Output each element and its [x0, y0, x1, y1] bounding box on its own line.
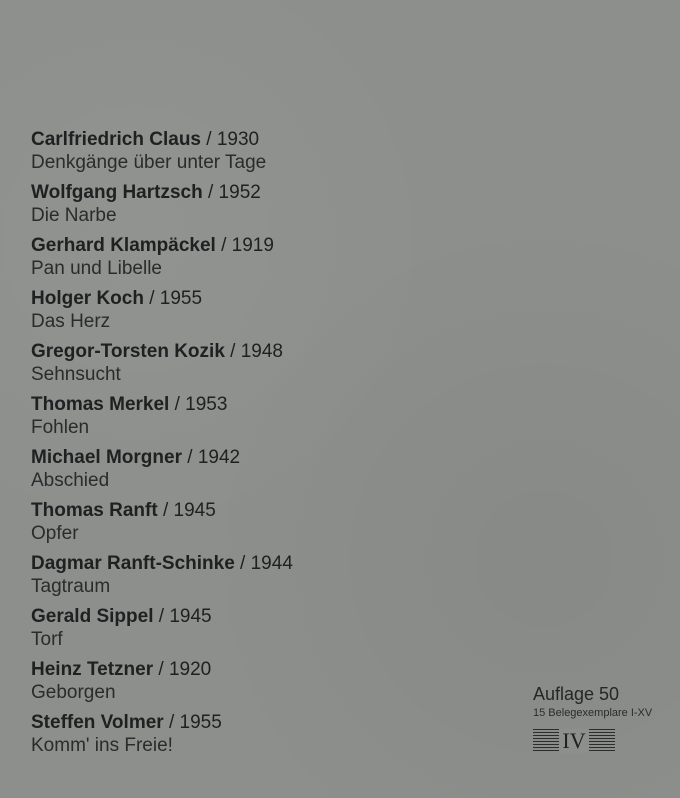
- work-title: Die Narbe: [31, 205, 117, 226]
- copy-number: IV: [533, 729, 615, 753]
- work-title: Tagtraum: [31, 576, 111, 597]
- artist-name: Carlfriedrich Claus: [31, 129, 201, 150]
- artist-year: / 1945: [157, 500, 216, 521]
- artist-line: [31, 128, 451, 152]
- list-item: [31, 287, 451, 340]
- artist-name: Dagmar Ranft-Schinke: [31, 553, 235, 574]
- artist-year: / 1930: [201, 129, 260, 150]
- work-title: Denkgänge über unter Tage: [31, 152, 267, 173]
- work-title: Pan und Libelle: [31, 258, 162, 279]
- proof-copies-note: 15 Belegexemplare I-XV: [533, 707, 653, 719]
- artist-name: Steffen Volmer: [31, 712, 164, 733]
- artist-line: [31, 287, 451, 311]
- artist-name: Gerald Sippel: [31, 606, 154, 627]
- artist-list: [31, 128, 451, 764]
- artist-line: [31, 446, 451, 470]
- edition-size: Auflage 50: [533, 684, 620, 704]
- work-title: Komm' ins Freie!: [31, 735, 173, 756]
- work-title: Geborgen: [31, 682, 116, 703]
- artist-name: Wolfgang Hartzsch: [31, 182, 203, 203]
- artist-name: Heinz Tetzner: [31, 659, 154, 680]
- artist-year: / 1952: [202, 182, 261, 203]
- list-item: [31, 605, 451, 658]
- work-title: Fohlen: [31, 417, 90, 438]
- copy-number-stamp: [533, 729, 615, 753]
- work-title: Abschied: [31, 470, 110, 491]
- artist-year: / 1919: [215, 235, 274, 256]
- artist-year: / 1955: [163, 712, 222, 733]
- artist-name: Thomas Ranft: [31, 500, 158, 521]
- list-item: [31, 393, 451, 446]
- list-item: [31, 234, 451, 287]
- artist-year: / 1953: [169, 394, 228, 415]
- artist-year: / 1920: [153, 659, 212, 680]
- artist-line: [31, 234, 451, 258]
- artist-year: / 1948: [224, 341, 283, 362]
- edition-info: [533, 683, 663, 753]
- artist-year: / 1944: [234, 553, 293, 574]
- artist-line: [31, 658, 451, 682]
- list-item: [31, 340, 451, 393]
- artist-name: Thomas Merkel: [31, 394, 170, 415]
- list-item: [31, 711, 451, 764]
- list-item: [31, 128, 451, 181]
- artist-line: [31, 340, 451, 364]
- artist-line: [31, 605, 451, 629]
- list-item: [31, 658, 451, 711]
- artist-line: [31, 711, 451, 735]
- artist-line: [31, 499, 451, 523]
- artist-year: / 1955: [143, 288, 203, 309]
- list-item: [31, 499, 451, 552]
- artist-year: / 1942: [181, 447, 241, 468]
- work-title: Torf: [31, 629, 63, 650]
- artist-year: / 1945: [153, 606, 212, 627]
- work-title: Opfer: [31, 523, 79, 544]
- artist-line: [31, 393, 451, 417]
- artist-line: [31, 552, 451, 576]
- artist-name: Holger Koch: [31, 288, 144, 309]
- work-title: Das Herz: [31, 311, 111, 332]
- artist-line: [31, 181, 451, 205]
- list-item: [31, 181, 451, 234]
- artist-name: Gerhard Klampäckel: [31, 235, 216, 256]
- artist-name: Gregor-Torsten Kozik: [31, 341, 225, 362]
- artist-name: Michael Morgner: [31, 447, 182, 468]
- work-title: Sehnsucht: [31, 364, 121, 385]
- list-item: [31, 552, 451, 605]
- list-item: [31, 446, 451, 499]
